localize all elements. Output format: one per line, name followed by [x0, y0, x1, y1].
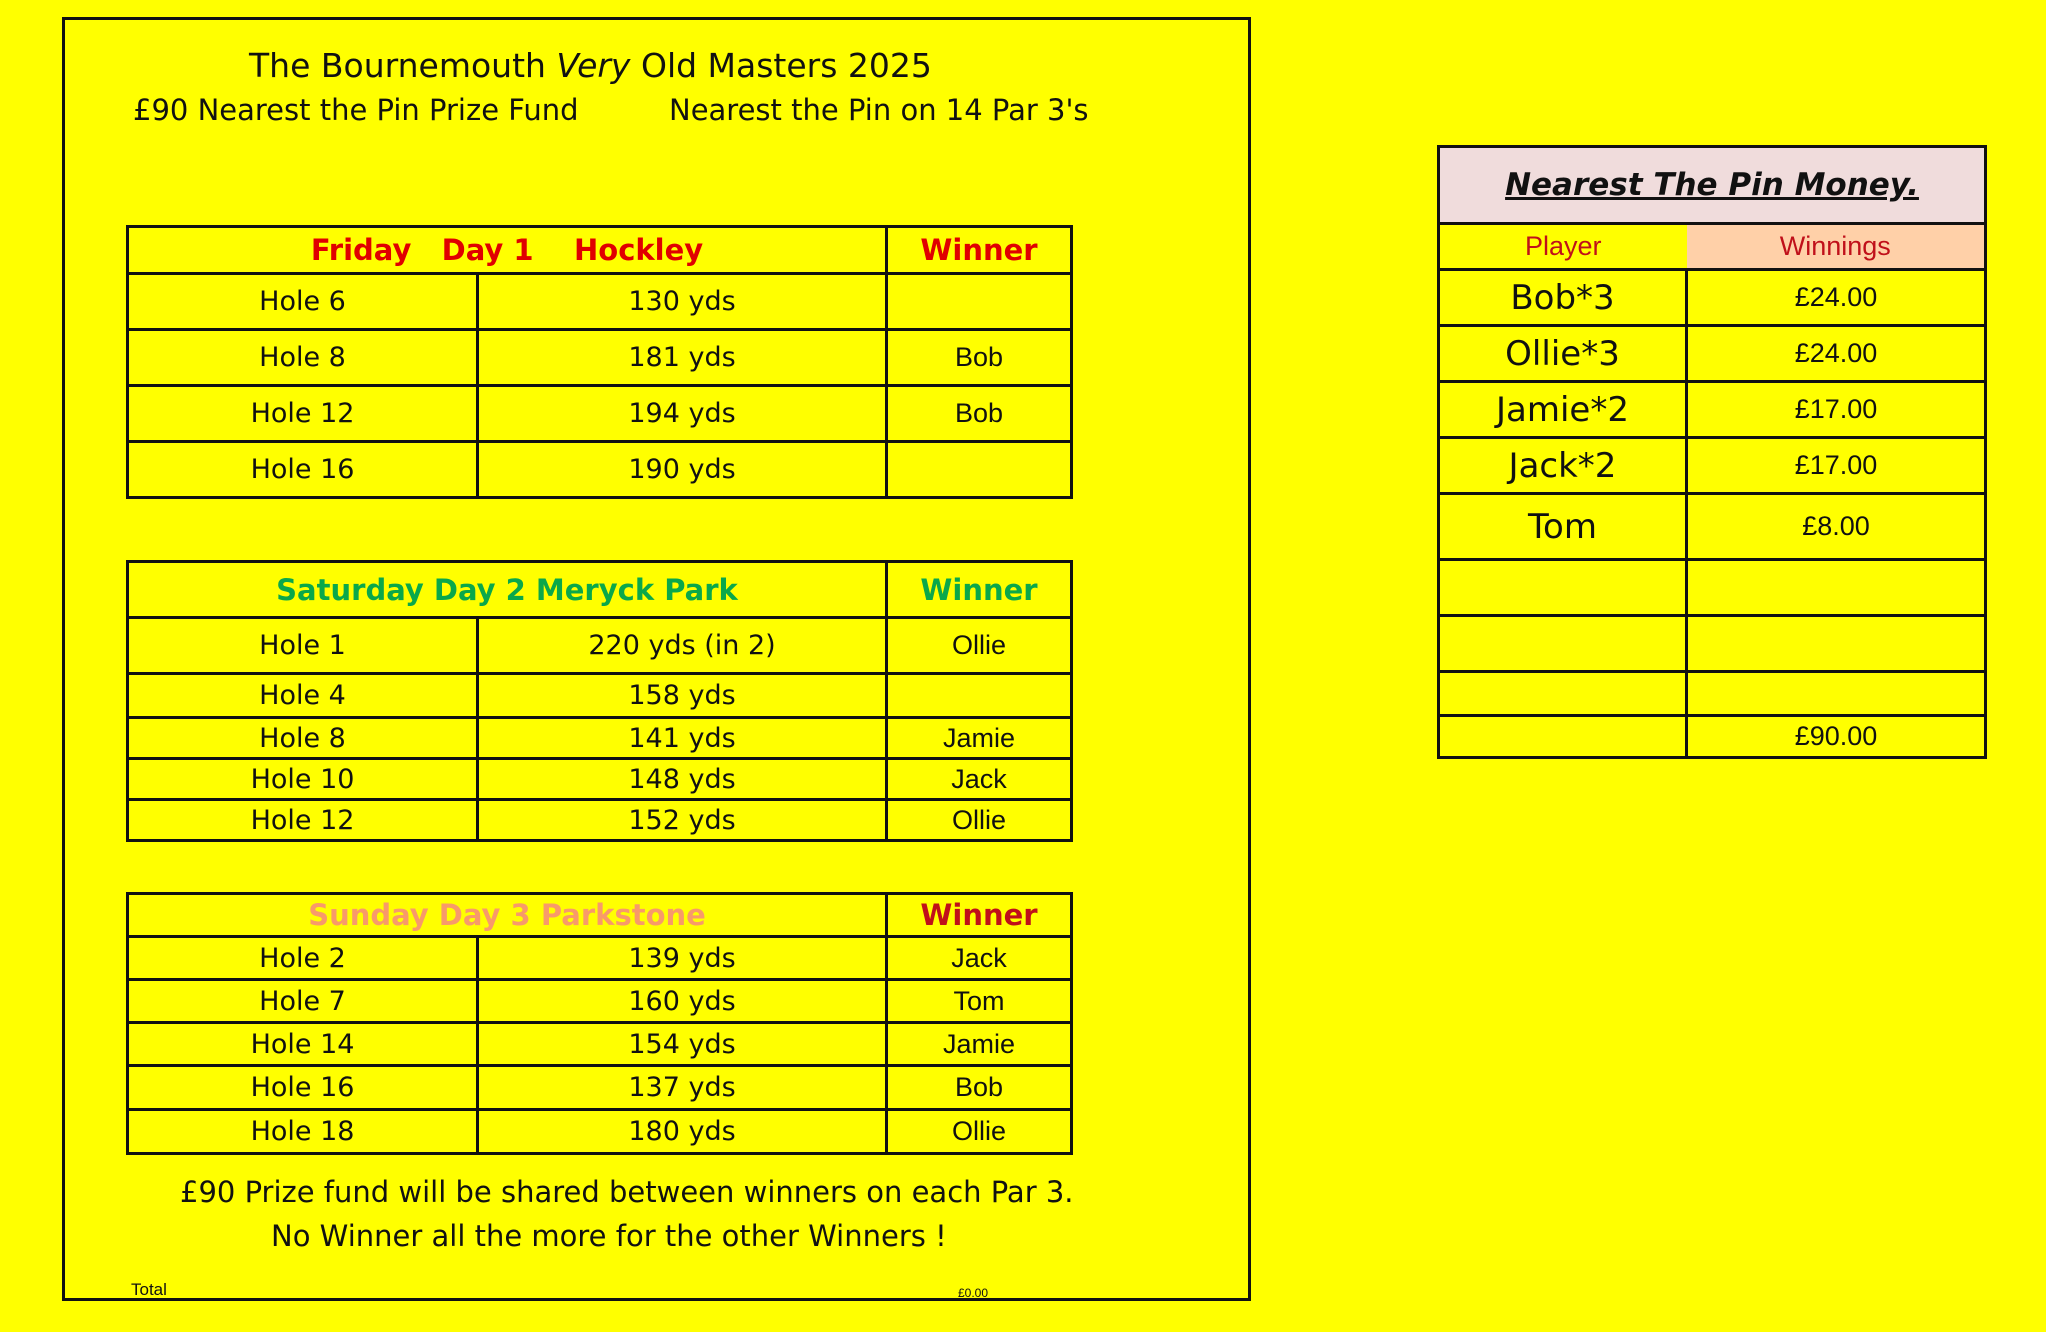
yardage-cell: 137 yds [478, 1066, 887, 1110]
table-row [128, 1110, 1072, 1154]
winner-cell: Jack [887, 759, 1072, 800]
hole-cell: Hole 16 [128, 442, 478, 498]
money-row [1439, 560, 1986, 616]
table-row [128, 386, 1072, 442]
yardage-cell: 220 yds (in 2) [478, 618, 887, 674]
money-row [1439, 672, 1986, 716]
yardage-cell: 141 yds [478, 718, 887, 759]
hole-cell: Hole 6 [128, 274, 478, 330]
money-row [1439, 616, 1986, 672]
hole-cell: Hole 18 [128, 1110, 478, 1154]
footer-note-2: No Winner all the more for the other Winners ! [271, 1219, 947, 1253]
winner-cell: Jack [887, 937, 1072, 980]
amount-cell [1687, 616, 1986, 672]
winner-cell [887, 442, 1072, 498]
total-value: £0.00 [958, 1286, 989, 1300]
hole-cell: Hole 1 [128, 618, 478, 674]
yardage-cell: 181 yds [478, 330, 887, 386]
money-table [1437, 145, 1987, 759]
yardage-cell: 190 yds [478, 442, 887, 498]
winner-cell [887, 274, 1072, 330]
player-cell: Jamie*2 [1439, 382, 1687, 438]
nearest-pin-info: Nearest the Pin on 14 Par 3's [669, 93, 1089, 127]
hole-cell: Hole 7 [128, 980, 478, 1023]
day1-header-row [128, 227, 1072, 274]
day2-header-row [128, 562, 1072, 618]
player-cell [1439, 616, 1687, 672]
hole-cell: Hole 12 [128, 386, 478, 442]
table-row [128, 618, 1072, 674]
yardage-cell: 152 yds [478, 800, 887, 841]
table-row [128, 1023, 1072, 1066]
hole-cell: Hole 8 [128, 330, 478, 386]
day3-heading: Sunday Day 3 Parkstone [128, 894, 887, 937]
winner-cell: Ollie [887, 1110, 1072, 1154]
money-row [1439, 382, 1986, 438]
money-row [1439, 326, 1986, 382]
player-header: Player [1439, 224, 1687, 270]
day1-table [126, 225, 1073, 499]
winner-header: Winner [887, 227, 1072, 274]
amount-cell: £24.00 [1687, 270, 1986, 326]
winner-cell: Tom [887, 980, 1072, 1023]
winnings-header: Winnings [1687, 224, 1986, 270]
hole-cell: Hole 10 [128, 759, 478, 800]
amount-cell: £8.00 [1687, 494, 1986, 560]
winner-header: Winner [887, 562, 1072, 618]
winner-cell [887, 674, 1072, 718]
amount-cell: £17.00 [1687, 382, 1986, 438]
player-cell [1439, 672, 1687, 716]
table-row [128, 937, 1072, 980]
table-row [128, 330, 1072, 386]
footer-note-1: £90 Prize fund will be shared between winners on each Par 3. [180, 1175, 1074, 1209]
amount-cell [1687, 672, 1986, 716]
winner-cell: Ollie [887, 800, 1072, 841]
amount-cell: £17.00 [1687, 438, 1986, 494]
hole-cell: Hole 4 [128, 674, 478, 718]
yardage-cell: 139 yds [478, 937, 887, 980]
money-row [1439, 438, 1986, 494]
table-row [128, 759, 1072, 800]
hole-cell: Hole 16 [128, 1066, 478, 1110]
money-row [1439, 270, 1986, 326]
money-total-cell: £90.00 [1687, 716, 1986, 758]
day1-heading: Friday Day 1 Hockley [128, 227, 887, 274]
yardage-cell: 158 yds [478, 674, 887, 718]
winner-header: Winner [887, 894, 1072, 937]
money-title-row [1439, 147, 1986, 224]
hole-cell: Hole 8 [128, 718, 478, 759]
money-title: Nearest The Pin Money. [1439, 147, 1986, 224]
yardage-cell: 130 yds [478, 274, 887, 330]
table-row [128, 274, 1072, 330]
page-title: The Bournemouth Very Old Masters 2025 [249, 46, 932, 85]
table-row [128, 718, 1072, 759]
table-row [128, 1066, 1072, 1110]
money-row [1439, 494, 1986, 560]
money-total-row [1439, 716, 1986, 758]
table-row [128, 800, 1072, 841]
player-cell: Ollie*3 [1439, 326, 1687, 382]
yardage-cell: 194 yds [478, 386, 887, 442]
table-row [128, 442, 1072, 498]
hole-cell: Hole 2 [128, 937, 478, 980]
player-cell [1439, 716, 1687, 758]
prize-fund-text: £90 Nearest the Pin Prize Fund [133, 93, 579, 127]
yardage-cell: 148 yds [478, 759, 887, 800]
money-header-row [1439, 224, 1986, 270]
winner-cell: Bob [887, 330, 1072, 386]
yardage-cell: 180 yds [478, 1110, 887, 1154]
day2-table [126, 560, 1073, 842]
hole-cell: Hole 12 [128, 800, 478, 841]
table-row [128, 980, 1072, 1023]
player-cell [1439, 560, 1687, 616]
yardage-cell: 154 yds [478, 1023, 887, 1066]
total-label: Total [131, 1280, 167, 1299]
winner-cell: Bob [887, 1066, 1072, 1110]
day3-table [126, 892, 1073, 1155]
table-row [128, 674, 1072, 718]
winner-cell: Jamie [887, 1023, 1072, 1066]
player-cell: Bob*3 [1439, 270, 1687, 326]
prize-sheet-panel [62, 17, 1251, 1301]
yardage-cell: 160 yds [478, 980, 887, 1023]
winner-cell: Bob [887, 386, 1072, 442]
amount-cell [1687, 560, 1986, 616]
player-cell: Jack*2 [1439, 438, 1687, 494]
player-cell: Tom [1439, 494, 1687, 560]
winner-cell: Jamie [887, 718, 1072, 759]
day3-header-row [128, 894, 1072, 937]
day2-heading: Saturday Day 2 Meryck Park [128, 562, 887, 618]
amount-cell: £24.00 [1687, 326, 1986, 382]
hole-cell: Hole 14 [128, 1023, 478, 1066]
winner-cell: Ollie [887, 618, 1072, 674]
